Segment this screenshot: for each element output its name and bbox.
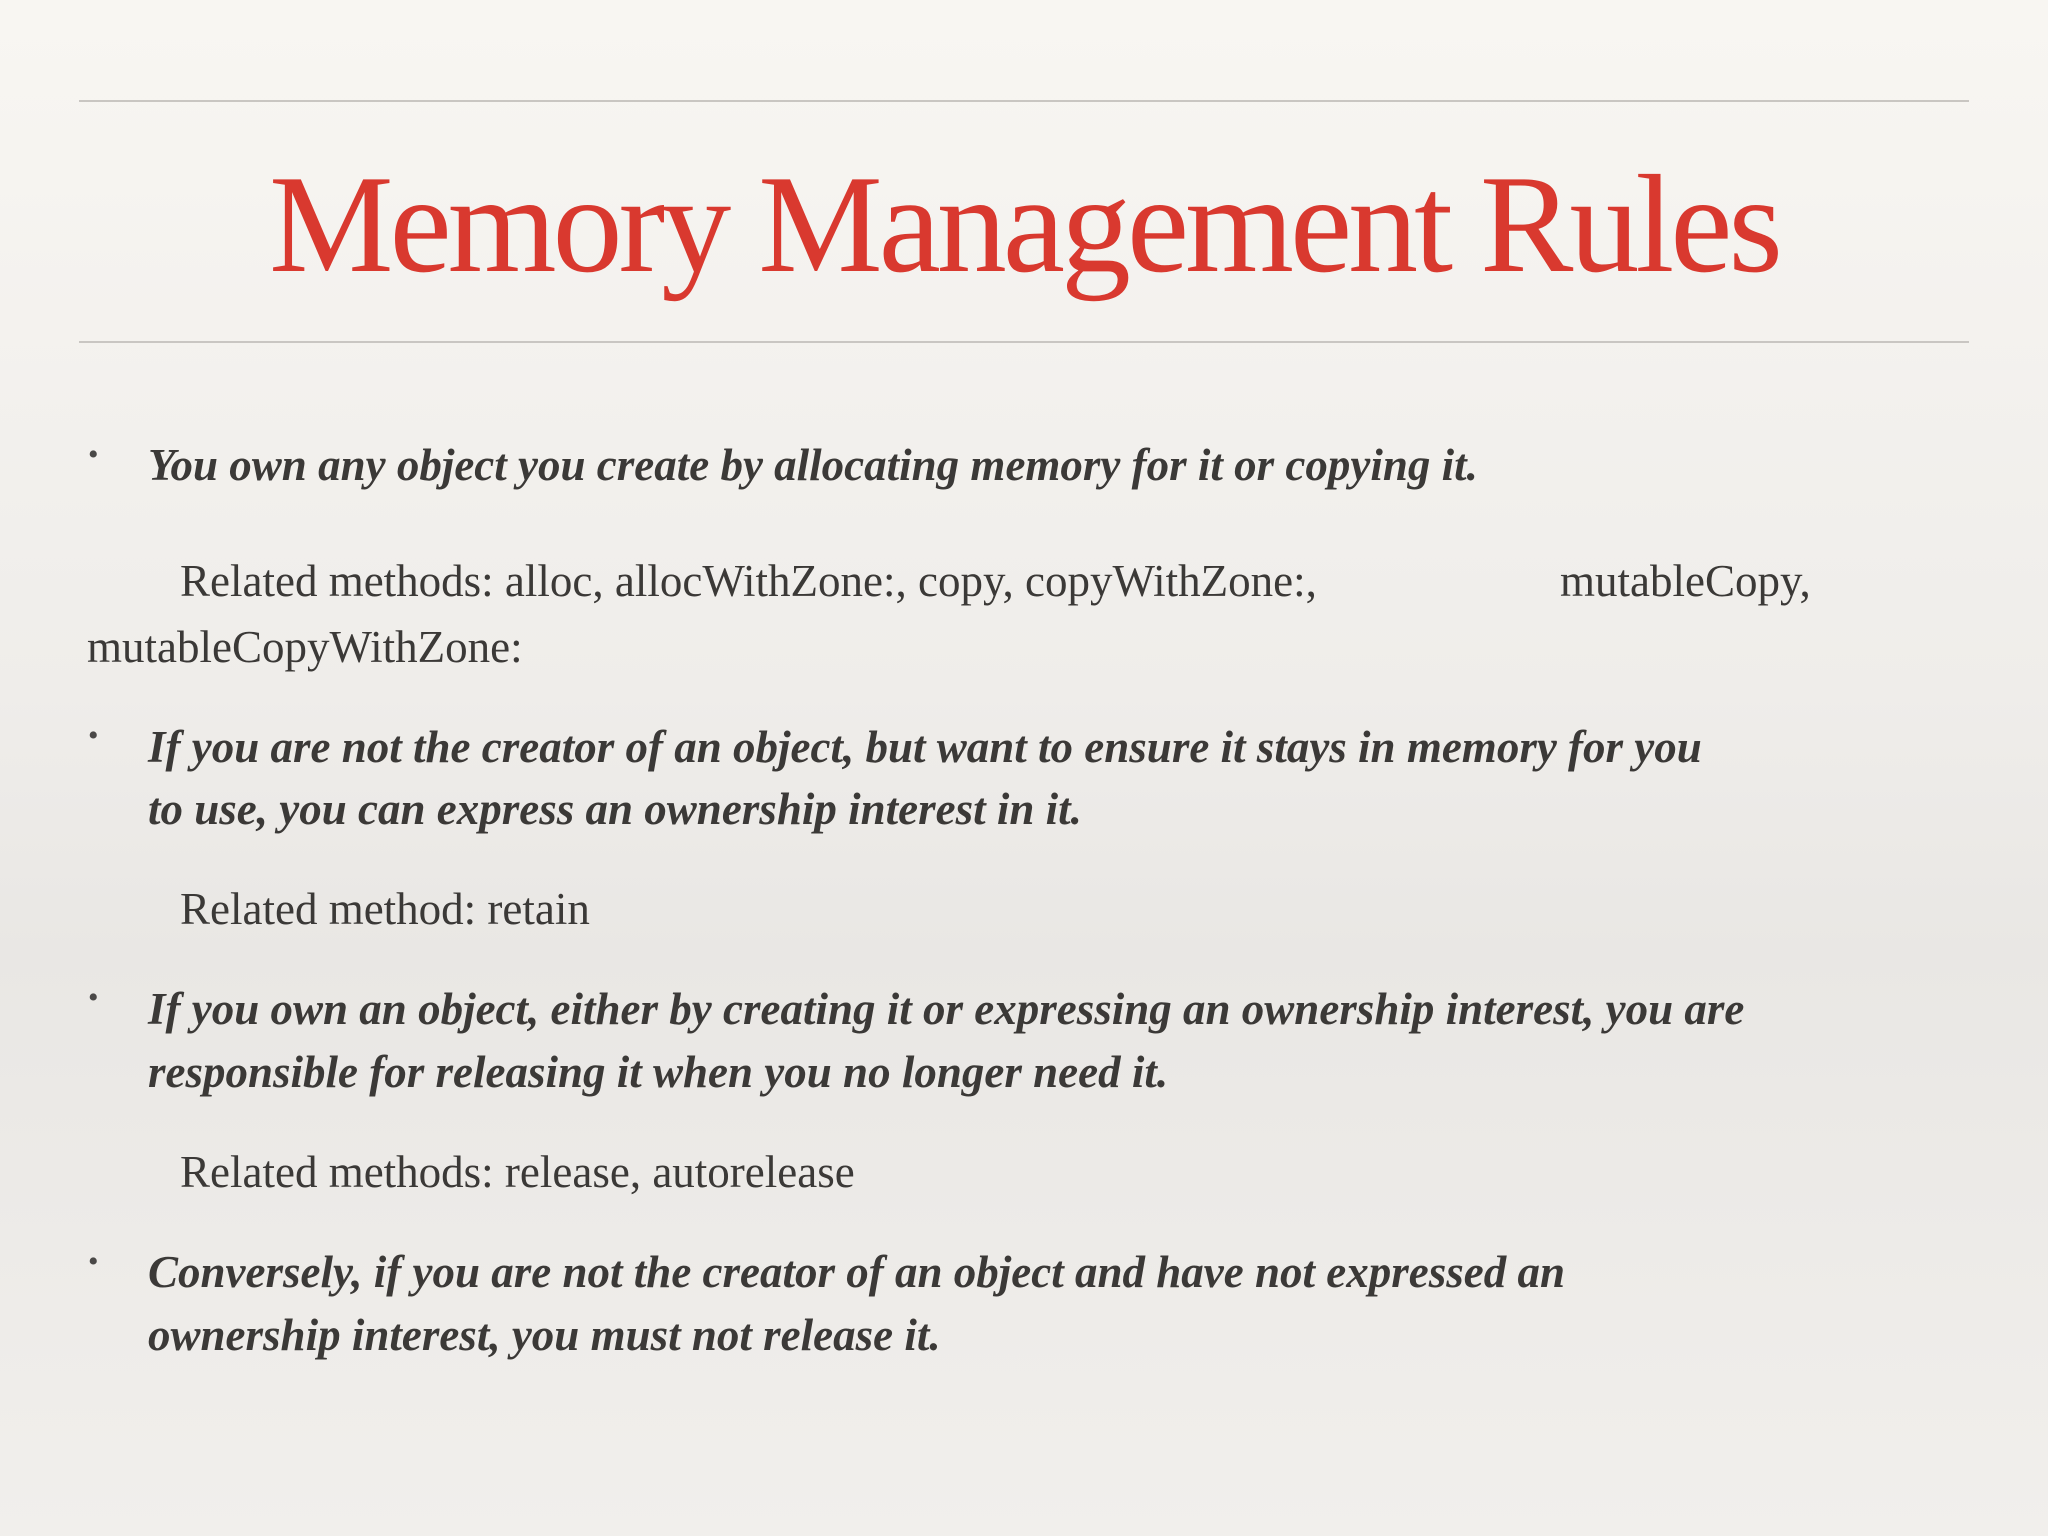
bullet-marker: • xyxy=(88,438,99,471)
top-divider xyxy=(79,100,1969,102)
bullet-text-2b: to use, you can express an ownership interest in it. xyxy=(148,784,1082,834)
bullet-marker: • xyxy=(88,1245,99,1278)
slide-title: Memory Management Rules xyxy=(269,147,1779,302)
related-methods-1b: mutableCopy, xyxy=(1560,556,1811,606)
bullet-text-1: You own any object you create by allocating memory for it or copying it. xyxy=(148,440,1478,490)
bullet-text-4b: ownership interest, you must not release it. xyxy=(148,1310,941,1360)
related-method-2: Related method: retain xyxy=(180,884,590,934)
bullet-marker: • xyxy=(88,981,99,1014)
bullet-text-2a: If you are not the creator of an object, but want to ensure it stays in memory for you xyxy=(148,722,1702,772)
bullet-text-3a: If you own an object, either by creating it or expressing an ownership interest, you are xyxy=(148,984,1745,1034)
bullet-marker: • xyxy=(88,719,99,752)
title-divider xyxy=(79,341,1969,343)
bullet-text-4a: Conversely, if you are not the creator of an object and have not expressed an xyxy=(148,1247,1565,1297)
related-methods-1c: mutableCopyWithZone: xyxy=(87,622,523,672)
related-methods-1a: Related methods: alloc, allocWithZone:, copy, copyWithZone:, xyxy=(180,556,1317,606)
bullet-text-3b: responsible for releasing it when you no longer need it. xyxy=(148,1047,1169,1097)
related-methods-3: Related methods: release, autorelease xyxy=(180,1147,855,1197)
